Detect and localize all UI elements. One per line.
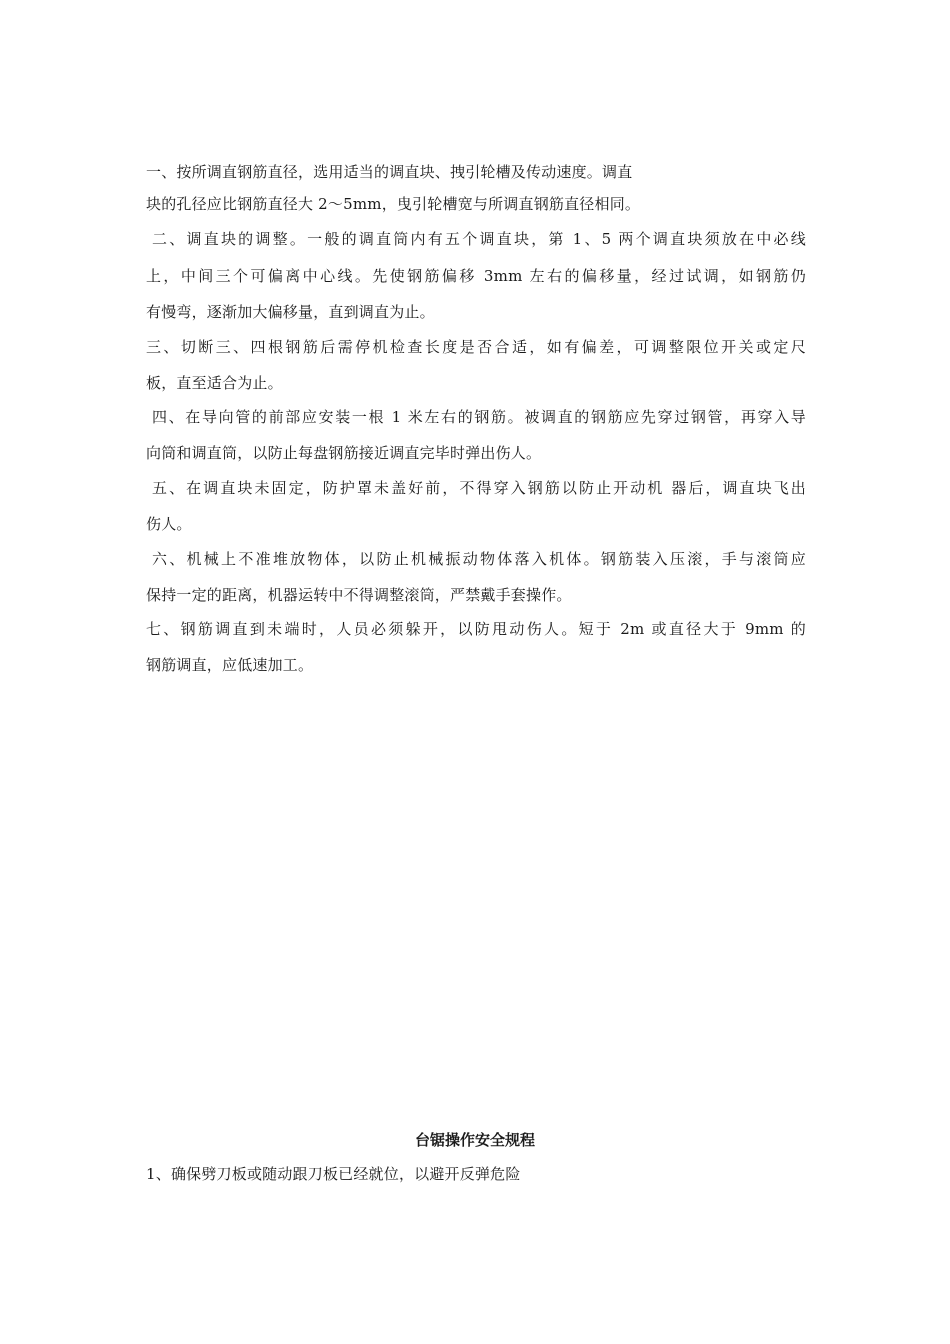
- text-line: 伤人。: [146, 515, 192, 533]
- text-line: 一、按所调直钢筋直径，选用适当的调直块、拽引轮槽及传动速度。调直: [146, 163, 633, 181]
- list-item: 1、确保劈刀板或随动跟刀板已经就位，以避开反弹危险: [146, 1165, 521, 1183]
- text-line: 六、机械上不准堆放物体，以防止机械振动物体落入机体。钢筋装入压滚，手与滚筒应: [152, 550, 806, 568]
- text-line: 三、切断三、四根钢筋后需停机检查长度是否合适，如有偏差，可调整限位开关或定尺: [146, 338, 806, 356]
- text-line: 有慢弯，逐渐加大偏移量，直到调直为止。: [146, 303, 435, 321]
- text-line: 二、调直块的调整。一般的调直筒内有五个调直块，第 1、5 两个调直块须放在中必线: [152, 230, 806, 248]
- text-line: 向筒和调直筒，以防止每盘钢筋接近调直完毕时弹出伤人。: [146, 444, 542, 462]
- text-line: 七、钢筋调直到未端时，人员必须躲开，以防甩动伤人。短于 2m 或直径大于 9mm 的: [146, 620, 806, 638]
- section-title: 台锯操作安全规程: [414, 1131, 535, 1149]
- text-line: 五、在调直块未固定，防护罩未盖好前，不得穿入钢筋以防止开动机 器后，调直块飞出: [152, 479, 806, 497]
- text-line: 块的孔径应比钢筋直径大 2～5mm，曳引轮槽宽与所调直钢筋直径相同。: [146, 195, 641, 213]
- text-line: 钢筋调直，应低速加工。: [146, 656, 314, 674]
- text-line: 保持一定的距离，机器运转中不得调整滚筒，严禁戴手套操作。: [146, 586, 572, 604]
- text-line: 板，直至适合为止。: [146, 374, 283, 392]
- text-line: 四、在导向管的前部应安装一根 1 米左右的钢筋。被调直的钢筋应先穿过钢管，再穿入导: [152, 408, 806, 426]
- text-line: 上，中间三个可偏离中心线。先使钢筋偏移 3mm 左右的偏移量，经过试调，如钢筋仍: [146, 267, 806, 285]
